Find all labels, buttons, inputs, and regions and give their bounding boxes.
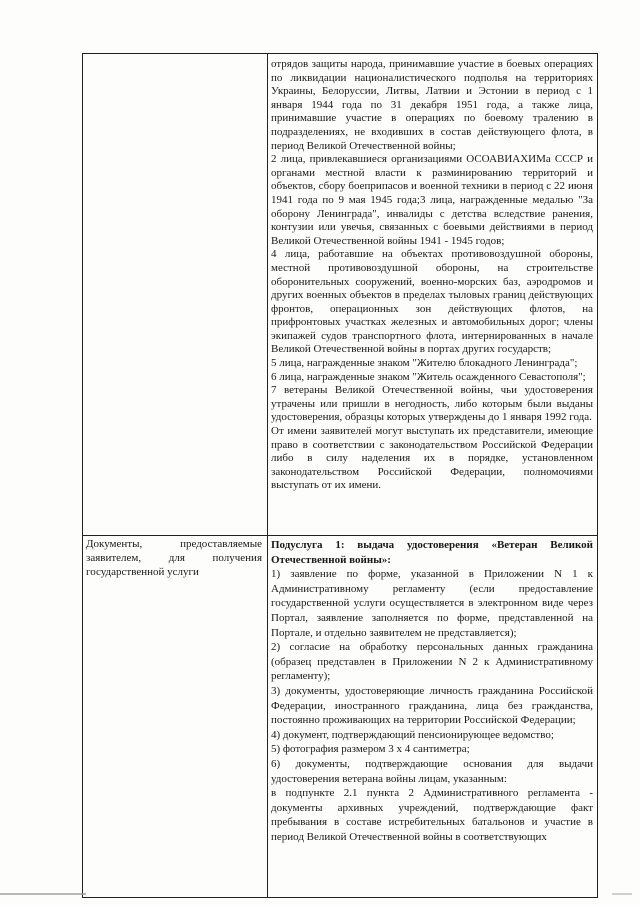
paragraph: 4 лица, работавшие на объектах противовоздушной обороны, местной противовоздушной обороны, на строительстве оборонительных сооружений, военно-морских баз, аэродромов и других военных объектов в пределах тыловых границ действующих фронтов, операционных зон действующих флотов, на прифронтовых участках железных и автомобильных дорог; члены экипажей судов транспортного флота, интернированных в начале Великой Отечественной войны в портах других государств; [271, 248, 593, 356]
paragraph: 5 лица, награжденные знаком "Жителю блокадного Ленинграда"; [271, 357, 578, 370]
paragraph: 7 ветераны Великой Отечественной войны, чьи удостоверения утрачены или пришли в негодность, либо которым были выданы удостоверения, образцы которых утверждены до 1 января 1992 года. [271, 384, 593, 424]
document-item: 4) документ, подтверждающий пенсионирующее ведомство; [271, 728, 554, 741]
document-item: в подпункте 2.1 пункта 2 Административного регламента - документы архивных учреждений, подтверждающие факт пребывания в составе истребительных батальонов и участие в период Великой Отечественной войны в соответствующих [271, 787, 593, 843]
document-item: 2) согласие на обработку персональных данных гражданина (образец представлен в Приложении N 2 к Административному регламенту); [271, 641, 593, 683]
scan-artifact [612, 893, 632, 895]
scan-artifact [0, 893, 86, 895]
paragraph: 6 лица, награжденные знаком "Житель осажденного Севастополя"; [271, 370, 586, 383]
document-item: 3) документы, удостоверяющие личность гражданина Российской Федерации, иностранного гражданина, лица без гражданства, постоянно проживающих на территории Российской Федерации; [271, 684, 593, 727]
row-label: Документы, предоставляемые заявителем, для получения государственной услуги [86, 538, 262, 578]
paragraph: отрядов защиты народа, принимавшие участие в боевых операциях по ликвидации националистического подполья на территориях Украины, Белоруссии, Литвы, Латвии и Эстонии в период с 1 января 1944 года по 31 декабря 1951 года, а также лица, принимавшие участие в операциях по боевому тралению в подразделениях, не входивших в состав действующего флота, в период Великой Отечественной войны; [271, 58, 593, 152]
eligible-persons-cell [271, 58, 593, 493]
document-item: 5) фотография размером 3 х 4 сантиметра; [271, 743, 470, 756]
paragraph: От имени заявителей могут выступать их представители, имеющие право в соответствии с законодательством Российской Федерации либо в силу наделения их в порядке, установленном законодательством Российской Федерации, полномочиями выступать от их имени. [271, 425, 593, 492]
documents-list-cell [271, 538, 593, 844]
document-item: 6) документы, подтверждающие основания для выдачи удостоверения ветерана войны лицам, указанным: [271, 757, 593, 785]
document-item: 1) заявление по форме, указанной в Приложении N 1 к Административному регламенту (если предоставление государственной услуги осуществляется в электронном виде через Портал, заявление заполняется по форме, представленной на Портале, и отдельно заявителем не представляется); [271, 568, 593, 639]
paragraph: 2 лица, привлекавшиеся организациями ОСОАВИАХИМа СССР и органами местной власти к разминированию территорий и объектов, сбору боеприпасов и военной техники в период с 22 июня 1941 года по 9 мая 1945 года;3 лица, награжденные медалью "За оборону Ленинграда", инвалиды с детства вследствие ранения, контузии или увечья, связанных с боевыми действиями в период Великой Отечественной войны 1941 - 1945 годов; [271, 153, 593, 247]
documents-label-cell [86, 538, 262, 579]
row-divider [82, 535, 598, 536]
subservice-heading: Подуслуга 1: выдача удостоверения «Ветеран Великой Отечественной войны»: [271, 539, 593, 566]
column-divider [267, 53, 268, 898]
